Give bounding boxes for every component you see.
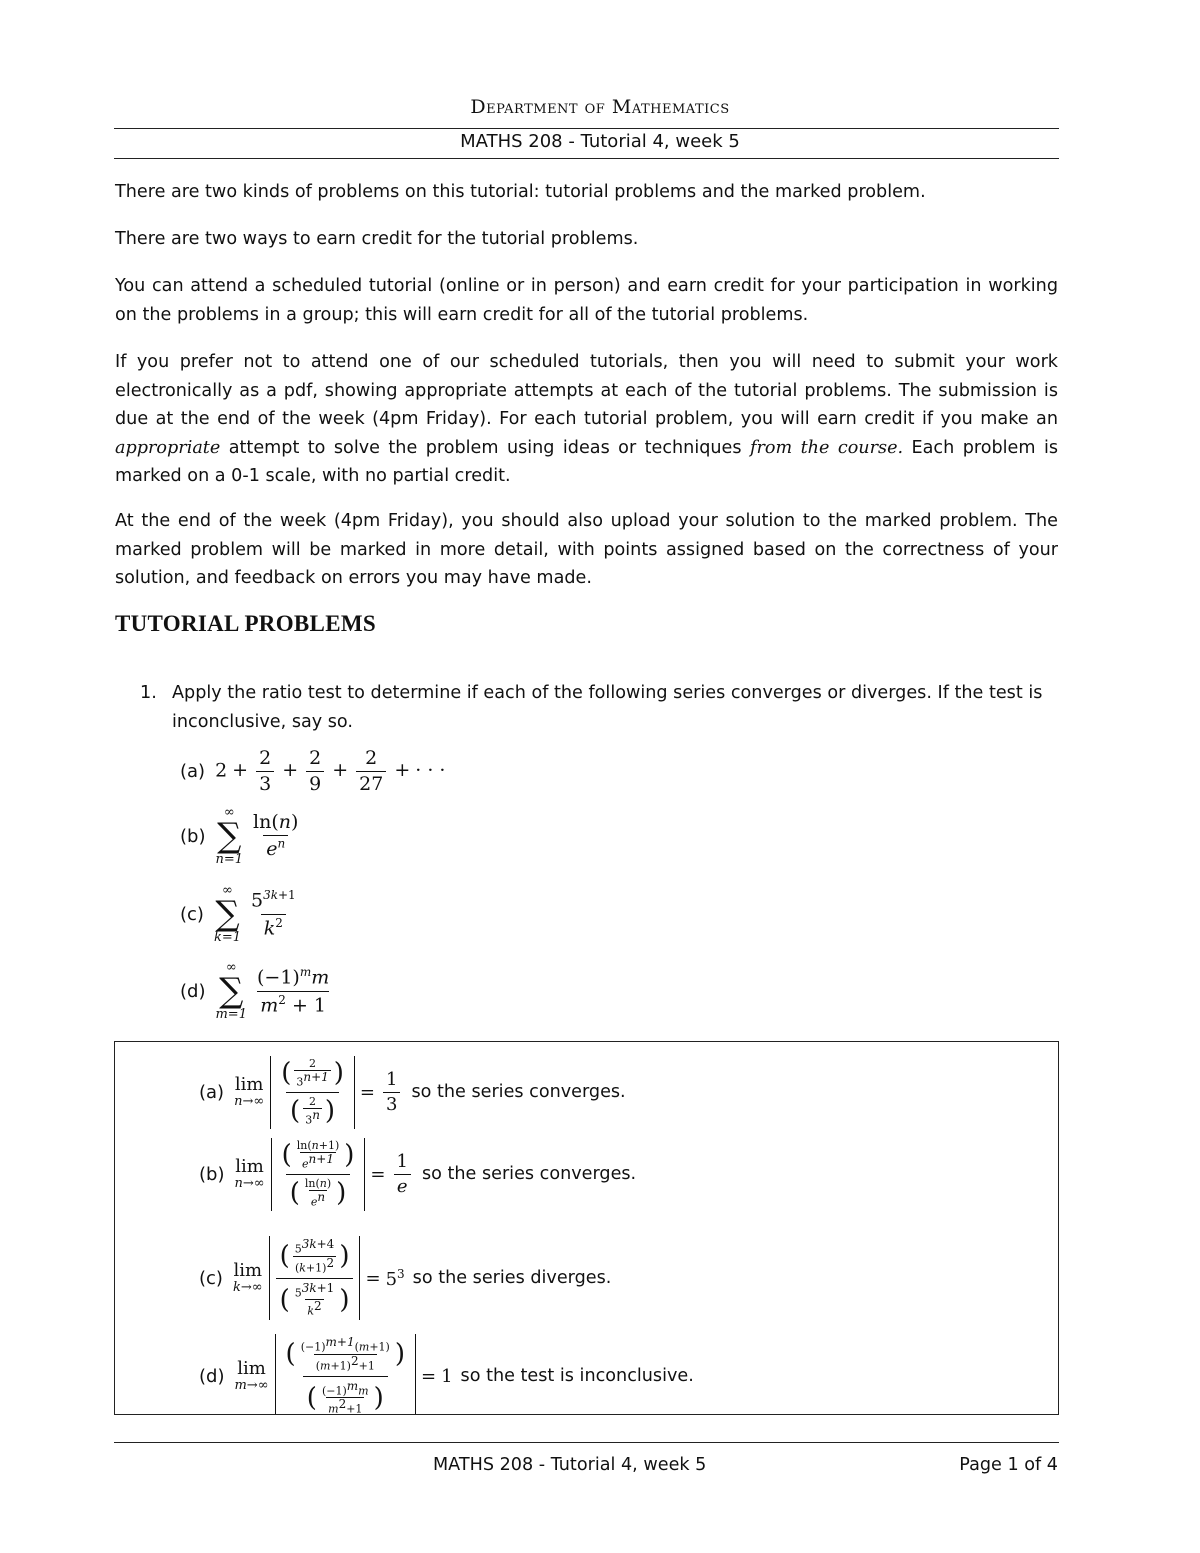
problem-text: Apply the ratio test to determine if each of the following series converges or diverges. If the test is inconclusive, say so.: [172, 683, 1043, 732]
section-heading: TUTORIAL PROBLEMS: [115, 611, 376, 636]
problem-number: 1.: [140, 683, 157, 703]
intro-paragraph-4: [115, 348, 1058, 491]
part-label-d: (d): [180, 980, 206, 1002]
footer-page-number: Page 1 of 4: [959, 1455, 1058, 1475]
footer-course: MATHS 208 - Tutorial 4, week 5: [433, 1455, 707, 1475]
solution-label-a: (a): [199, 1081, 225, 1103]
intro-paragraph-5: At the end of the week (4pm Friday), you should also upload your solution to the marked problem. The marked problem will be marked in more detail, with points assigned based on the correctness of your solution, and feedback on errors you may have made.: [115, 511, 1058, 588]
solution-text-a: so the series converges.: [411, 1082, 626, 1103]
p4-emphasis-appropriate: appropriate: [115, 437, 221, 458]
solution-a: (a) lim n→∞ ( $\frac{2}{3^{n+1}}$ ) ( $\frac{2}{3^n}$ ) = $\frac{1}{3}$ so the series converges.: [199, 1056, 626, 1129]
solution-label-c: (c): [199, 1267, 223, 1289]
header-rule-top: [114, 128, 1059, 129]
solution-label-b: (b): [199, 1163, 225, 1185]
solution-c: (c) lim k→∞ ( $\frac{5^{3k+4}}{(k+1)^2}$ ) ( $\frac{5^{3k+1}}{k^2}$ ) = $5^3$ so the series diverges.: [199, 1236, 611, 1320]
solution-text-d: so the test is inconclusive.: [460, 1366, 694, 1386]
course-title: MATHS 208 - Tutorial 4, week 5: [460, 131, 740, 152]
intro-paragraph-1: There are two kinds of problems on this tutorial: tutorial problems and the marked problem.: [115, 182, 926, 202]
solution-text-c: so the series diverges.: [412, 1268, 612, 1288]
footer-rule: [114, 1442, 1059, 1443]
series-a: [180, 748, 445, 795]
series-c: [180, 884, 302, 944]
series-b-term: $\frac{\ln(n)}{e^n}$: [253, 810, 299, 861]
series-c-term: $\frac{5^{3k+1}}{k^2}$: [251, 888, 296, 939]
ratio-b: ( $\frac{\ln(n+1)}{e^{n+1}}$ ) ( $\frac{\ln(n)}{e^n}$ ): [271, 1138, 366, 1211]
series-d-term: $\frac{(-1)^mm}{m^2 + 1}$: [256, 965, 330, 1016]
part-label-c: (c): [180, 903, 204, 925]
p4-text-a: If you prefer not to attend one of our scheduled tutorials, then you will need to submit your work electronically as a pdf, showing appropriate attempts at each of the tutorial problems. The submission is due at the end of the week (4pm Friday). For each tutorial problem, you will earn credit if you make an: [115, 352, 1058, 429]
limit-d: lim m→∞: [234, 1357, 269, 1393]
solution-text-b: so the series converges.: [421, 1164, 637, 1185]
p4-text-c: Each problem is marked on a 0-1 scale, with no partial credit.: [115, 437, 1058, 486]
series-d: [180, 961, 335, 1021]
department-title: Department of Mathematics: [470, 96, 730, 118]
limit-c: lim k→∞: [232, 1259, 263, 1295]
p4-text-b: attempt to solve the problem using ideas or techniques: [220, 437, 750, 458]
sum-symbol-c: ∞ ∑ k=1: [213, 883, 241, 945]
intro-paragraph-3: You can attend a scheduled tutorial (online or in person) and earn credit for your participation in working on the problems in a group; this will earn credit for all of the tutorial problems.: [115, 276, 1058, 325]
header-rule-bottom: [114, 158, 1059, 159]
limit-a: lim n→∞: [234, 1074, 265, 1110]
sum-symbol-d: ∞ ∑ m=1: [215, 960, 247, 1022]
ratio-c: ( $\frac{5^{3k+4}}{(k+1)^2}$ ) ( $\frac{5^{3k+1}}{k^2}$ ): [269, 1236, 361, 1320]
part-label-b: (b): [180, 825, 206, 847]
solution-box: [114, 1041, 1059, 1415]
sum-symbol-b: ∞ ∑ n=1: [215, 805, 244, 867]
series-b: [180, 806, 304, 866]
solution-d: (d) lim m→∞ ( $\frac{(-1)^{m+1}(m+1)}{(m+1)^2+1}$ ) ( $\frac{(-1)^mm}{m^2+1}$ ) = 1 so the test is inconclusive.: [199, 1334, 694, 1415]
intro-paragraph-2: There are two ways to earn credit for the tutorial problems.: [115, 229, 639, 249]
part-label-a: (a): [180, 760, 206, 782]
p4-emphasis-course: from the course.: [749, 437, 904, 458]
solution-b: (b) lim n→∞ ( $\frac{\ln(n+1)}{e^{n+1}}$ ) ( $\frac{\ln(n)}{e^n}$ ) = $\frac{1}{e}$ so the series converges.: [199, 1138, 636, 1211]
series-a-expression: 2 + $\frac{2}{3}$ + $\frac{2}{9}$ + $\frac{2}{27}$ + · · ·: [215, 747, 446, 795]
ratio-a: ( $\frac{2}{3^{n+1}}$ ) ( $\frac{2}{3^n}$ ): [270, 1056, 355, 1129]
limit-b: lim n→∞: [234, 1156, 265, 1192]
solution-label-d: (d): [199, 1365, 225, 1387]
ratio-d: ( $\frac{(-1)^{m+1}(m+1)}{(m+1)^2+1}$ ) ( $\frac{(-1)^mm}{m^2+1}$ ): [275, 1334, 416, 1415]
